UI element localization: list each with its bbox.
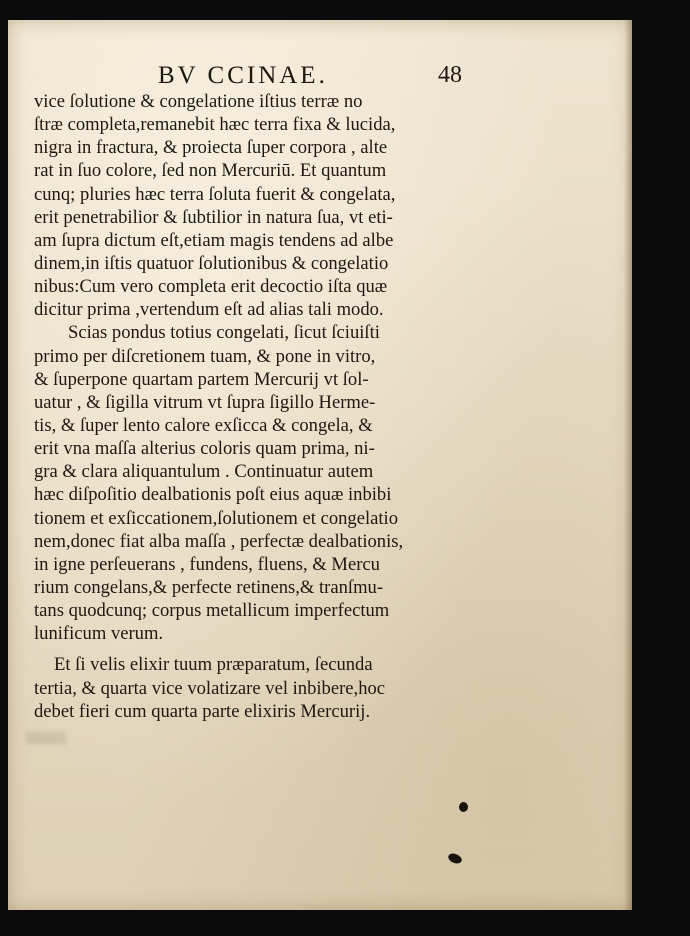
text-line: erit vna maſſa alterius coloris quam prima, ni- bbox=[34, 438, 375, 460]
text-line: cunq; pluries hæc terra ſoluta fuerit & congelata, bbox=[34, 183, 396, 205]
text-line: erit penetrabilior & ſubtilior in natura ſua, vt eti- bbox=[34, 206, 393, 228]
text-line: tertia, & quarta vice volatizare vel inbibere,hoc bbox=[34, 677, 386, 699]
text-line: nibus:Cum vero completa erit decoctio iſta quæ bbox=[34, 276, 388, 298]
ink-blot-mark bbox=[459, 802, 468, 812]
text-line: nigra in fractura, & proiecta ſuper corpora , alte bbox=[34, 137, 388, 159]
text-line: rat in ſuo colore, ſed non Mercuriū. Et quantum bbox=[34, 160, 387, 182]
text-line: gra & clara aliquantulum . Continuatur autem bbox=[34, 461, 374, 483]
book-page bbox=[8, 20, 632, 910]
text-line: nem,donec fiat alba maſſa , perfectæ dealbationis, bbox=[34, 530, 404, 552]
ink-blot-mark bbox=[447, 852, 463, 866]
page-number: 48 bbox=[438, 62, 462, 88]
text-line: lunificum verum. bbox=[34, 623, 164, 645]
text-line: am ſupra dictum eſt,etiam magis tendens ad albe bbox=[34, 229, 394, 251]
ink-smudge bbox=[26, 732, 66, 744]
text-line: tans quodcunq; corpus metallicum imperfectum bbox=[34, 600, 390, 622]
text-line: Et ſi velis elixir tuum præparatum, ſecunda bbox=[54, 654, 373, 676]
page-edge-shadow bbox=[624, 20, 632, 910]
text-line: in igne perſeuerans , fundens, fluens, & Mercu bbox=[34, 553, 380, 575]
text-line: ſtræ completa,remanebit hæc terra fixa & lucida, bbox=[34, 114, 396, 136]
text-line: hæc diſpoſitio dealbationis poſt eius aquæ inbibi bbox=[34, 484, 392, 506]
text-line: dicitur prima ,vertendum eſt ad alias tali modo. bbox=[34, 299, 384, 321]
text-line: uatur , & ſigilla vitrum vt ſupra ſigillo Herme- bbox=[34, 391, 376, 413]
body-text bbox=[34, 90, 484, 723]
text-line: rium congelans,& perfecte retinens,& tranſmu- bbox=[34, 576, 384, 598]
text-line: dinem,in iſtis quatuor ſolutionibus & congelatio bbox=[34, 252, 389, 274]
text-line: primo per diſcretionem tuam, & pone in vitro, bbox=[34, 345, 376, 367]
paragraph-gap bbox=[34, 645, 484, 653]
text-line: Scias pondus totius congelati, ſicut ſciuiſti bbox=[68, 322, 380, 344]
text-line: vice ſolutione & congelatione iſtius terræ no bbox=[34, 91, 363, 112]
running-title: BV CCINAE. bbox=[158, 62, 328, 89]
text-line: tionem et exſiccationem,ſolutionem et congelatio bbox=[34, 507, 399, 529]
text-line: & ſuperpone quartam partem Mercurij vt ſol- bbox=[34, 368, 369, 390]
text-line: debet fieri cum quarta parte elixiris Mercurij. bbox=[34, 700, 371, 722]
text-line: tis, & ſuper lento calore exſicca & congela, & bbox=[34, 414, 373, 436]
